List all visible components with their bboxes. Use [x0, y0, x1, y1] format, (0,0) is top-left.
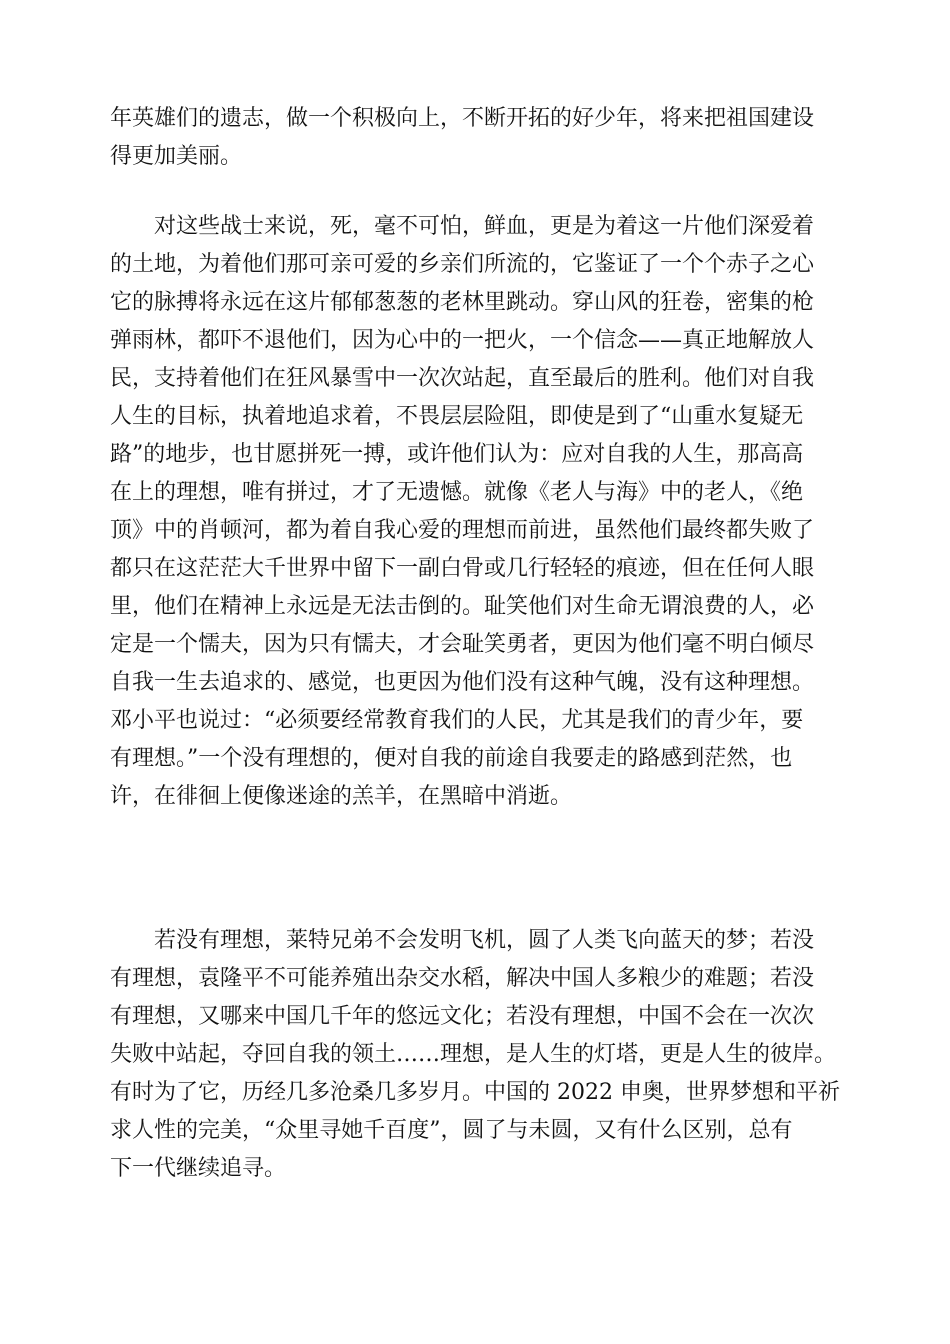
paragraph-2 [110, 208, 850, 816]
text-line: 年英雄们的遗志，做一个积极向上，不断开拓的好少年，将来把祖国建设 [110, 106, 815, 131]
text-line: 许，在徘徊上便像迷途的羔羊，在黑暗中消逝。 [110, 784, 573, 809]
text-line: 有时为了它，历经几多沧桑几多岁月。中国的 2022 申奥，世界梦想和平祈 [110, 1080, 840, 1105]
text-line: 民，支持着他们在狂风暴雪中一次次站起，直至最后的胜利。他们对自我 [110, 366, 815, 391]
text-line: 都只在这茫茫大千世界中留下一副白骨或几行轻轻的痕迹，但在任何人眼 [110, 556, 815, 581]
text-line: 下一代继续追寻。 [110, 1156, 287, 1181]
text-line: 顶》中的肖顿河，都为着自我心爱的理想而前进，虽然他们最终都失败了 [110, 518, 815, 543]
text-line: 路”的地步，也甘愿拼死一搏，或许他们认为：应对自我的人生，那高高 [110, 442, 804, 467]
text-line: 自我一生去追求的、感觉，也更因为他们没有这种气魄，没有这种理想。 [110, 670, 815, 695]
text-line: 有理想，又哪来中国几千年的悠远文化；若没有理想，中国不会在一次次 [110, 1004, 815, 1029]
text-line: 它的脉搏将永远在这片郁郁葱葱的老林里跳动。穿山风的狂卷，密集的枪 [110, 290, 815, 315]
text-line: 人生的目标，执着地追求着，不畏层层险阻，即使是到了“山重水复疑无 [110, 404, 804, 429]
text-line: 里，他们在精神上永远是无法击倒的。耻笑他们对生命无谓浪费的人，必 [110, 594, 815, 619]
text-line: 求人性的完美，“众里寻她千百度”，圆了与未圆，又有什么区别，总有 [110, 1118, 793, 1143]
text-line: 定是一个懦夫，因为只有懦夫，才会耻笑勇者，更因为他们毫不明白倾尽 [110, 632, 815, 657]
text-line: 有理想，袁隆平不可能养殖出杂交水稻，解决中国人多粮少的难题；若没 [110, 966, 815, 991]
paragraph-1 [110, 100, 850, 176]
paragraph-3 [110, 922, 850, 1188]
text-line: 对这些战士来说，死，毫不可怕，鲜血，更是为着这一片他们深爱着 [110, 214, 815, 239]
text-line: 得更加美丽。 [110, 144, 243, 169]
text-line: 的土地，为着他们那可亲可爱的乡亲们所流的，它鉴证了一个个赤子之心 [110, 252, 815, 277]
text-line: 若没有理想，莱特兄弟不会发明飞机，圆了人类飞向蓝天的梦；若没 [110, 928, 815, 953]
text-line: 弹雨林，都吓不退他们，因为心中的一把火，一个信念——真正地解放人 [110, 328, 815, 353]
text-line: 有理想。”一个没有理想的，便对自我的前途自我要走的路感到茫然，也 [110, 746, 793, 771]
text-line: 失败中站起，夺回自我的领土……理想，是人生的灯塔，更是人生的彼岸。 [110, 1042, 837, 1067]
text-line: 邓小平也说过：“必须要经常教育我们的人民，尤其是我们的青少年，要 [110, 708, 804, 733]
text-line: 在上的理想，唯有拼过，才了无遗憾。就像《老人与海》中的老人，《绝 [110, 480, 804, 505]
